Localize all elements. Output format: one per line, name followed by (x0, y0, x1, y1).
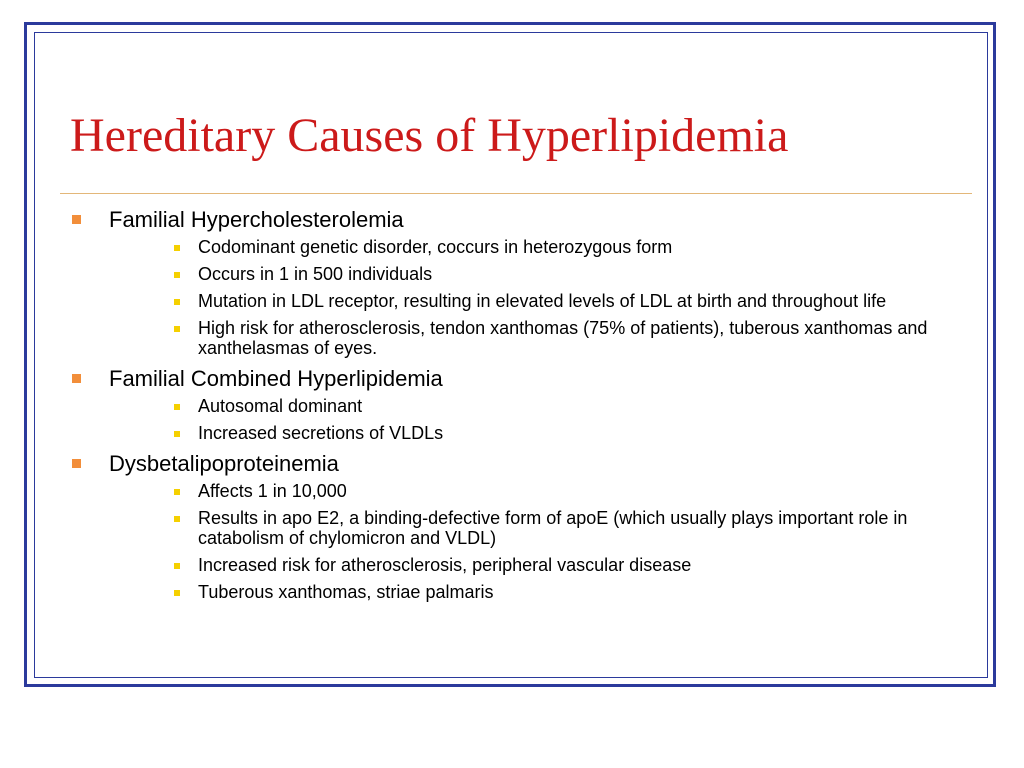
sub-bullet-item (0, 423, 1024, 443)
bullet-text: Familial Hypercholesterolemia (109, 207, 404, 232)
sub-bullet-text: Autosomal dominant (198, 396, 363, 416)
sub-bullet-list (0, 481, 1024, 602)
bullet-item (0, 450, 1024, 477)
sub-bullet-item (0, 481, 1024, 501)
square-bullet-icon (174, 431, 180, 437)
bullet-text: Dysbetalipoproteinemia (109, 451, 339, 476)
sub-bullet-item (0, 396, 1024, 416)
bullet-item (0, 206, 1024, 233)
sub-bullet-item (0, 318, 1024, 358)
square-bullet-icon (174, 326, 180, 332)
square-bullet-icon (72, 459, 81, 468)
slide-title: Hereditary Causes of Hyperlipidemia (70, 109, 789, 162)
title-divider (60, 193, 972, 194)
sub-bullet-item (0, 264, 1024, 284)
square-bullet-icon (174, 299, 180, 305)
sub-bullet-item (0, 291, 1024, 311)
square-bullet-icon (174, 404, 180, 410)
sub-bullet-text: High risk for atherosclerosis, tendon xanthomas (75% of patients), tuberous xanthomas and xanthelasmas of eyes. (198, 318, 928, 358)
square-bullet-icon (174, 516, 180, 522)
square-bullet-icon (174, 272, 180, 278)
sub-bullet-text: Results in apo E2, a binding-defective form of apoE (which usually plays important role in catabolism of chylomicron and VLDL) (198, 508, 908, 548)
sub-bullet-group (0, 481, 1024, 602)
square-bullet-icon (174, 590, 180, 596)
square-bullet-icon (72, 215, 81, 224)
square-bullet-icon (72, 374, 81, 383)
square-bullet-icon (174, 489, 180, 495)
bullet-text: Familial Combined Hyperlipidemia (109, 366, 443, 391)
sub-bullet-item (0, 555, 1024, 575)
sub-bullet-text: Codominant genetic disorder, coccurs in heterozygous form (198, 237, 673, 257)
bullet-item (0, 365, 1024, 392)
sub-bullet-text: Tuberous xanthomas, striae palmaris (198, 582, 494, 602)
slide-content (0, 206, 1024, 609)
bullet-list (0, 206, 1024, 602)
sub-bullet-text: Increased risk for atherosclerosis, peripheral vascular disease (198, 555, 692, 575)
square-bullet-icon (174, 563, 180, 569)
sub-bullet-text: Mutation in LDL receptor, resulting in elevated levels of LDL at birth and throughout life (198, 291, 887, 311)
sub-bullet-text: Increased secretions of VLDLs (198, 423, 444, 443)
sub-bullet-list (0, 396, 1024, 443)
sub-bullet-group (0, 237, 1024, 358)
sub-bullet-text: Affects 1 in 10,000 (198, 481, 347, 501)
sub-bullet-text: Occurs in 1 in 500 individuals (198, 264, 433, 284)
sub-bullet-list (0, 237, 1024, 358)
square-bullet-icon (174, 245, 180, 251)
sub-bullet-item (0, 582, 1024, 602)
sub-bullet-item (0, 237, 1024, 257)
sub-bullet-item (0, 508, 1024, 548)
sub-bullet-group (0, 396, 1024, 443)
